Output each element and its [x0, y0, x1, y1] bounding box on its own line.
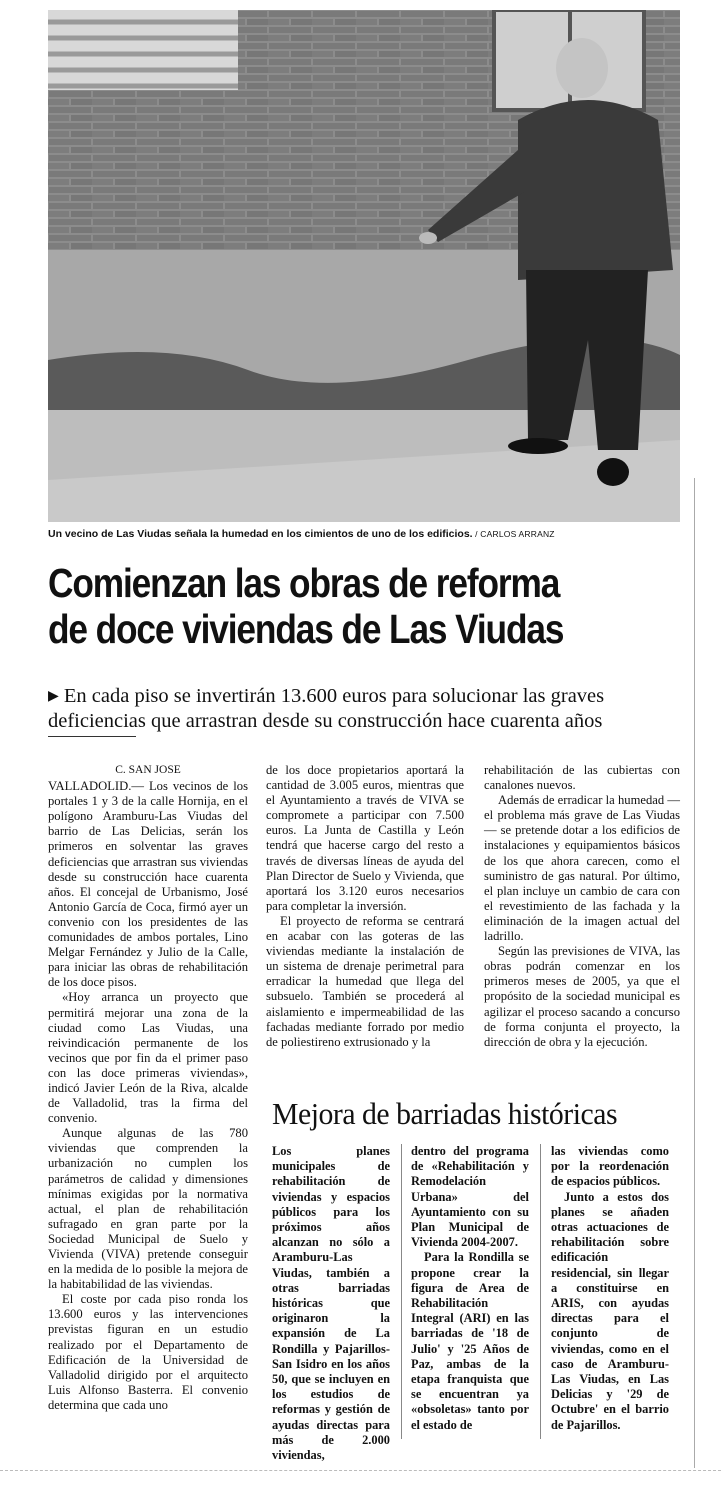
- article-paragraph: El proyecto de reforma se centrará en acabar con las goteras de las viviendas mediante la instalación de un sistema de drenaje perimetral para erradicar la humedad que llega del subsuelo. También se procederá al aislamiento e impermeabilidad de las fachadas mediante forrado por medio de poliestireno extrusionado y la: [266, 913, 464, 1049]
- photo-credit: / CARLOS ARRANZ: [472, 529, 555, 539]
- headline-line-1: Comienzan las obras de reforma: [48, 560, 560, 606]
- article-paragraph: Además de erradicar la humedad —el problema más grave de Las Viudas— se pretende dotar a los edificios de instalaciones y equipamientos básicos de los que ahora carecen, como el suministro de gas natural. Por último, el plan incluye un cambio de cara con el revestimiento de las fachada y la eliminación de la imagen actual del ladrillo.: [484, 793, 680, 944]
- page-bottom-edge: [0, 1470, 721, 1471]
- article-paragraph: Aunque algunas de las 780 viviendas que comprenden la urbanización no cumplen los parámetros de calidad y dimensiones mínimas exigidas por la normativa actual, el plan de rehabilitación sufragado en gran parte por la Sociedad Municipal de Suelo y Vivienda (VIVA) pretende conseguir en la medida de lo posible la mejora de la habitabilidad de las viviendas.: [48, 1126, 248, 1292]
- sidebar-paragraph: dentro del programa de «Rehabilitación y Remodelación Urbana» del Ayuntamiento con su Plan Municipal de Vivienda 2004-2007.: [411, 1144, 529, 1250]
- sidebar-paragraph: Para la Rondilla se propone crear la figura de Area de Rehabilitación Integral (ARI) en las barriadas de '18 de Julio' y '25 Años de Paz, ambas de la etapa franquista que se encuentran ya «obsoletas» tanto por el estado de: [411, 1250, 529, 1432]
- man-pointing-at-wall-photo: [48, 10, 680, 522]
- subheadline-text: En cada piso se invertirán 13.600 euros para solucionar las graves deficiencias que arrastran desde su construcción hace cuarenta años: [48, 685, 605, 732]
- sidebar-box-title: Mejora de barriadas históricas: [272, 1096, 618, 1131]
- article-paragraph: rehabilitación de las cubiertas con canalones nuevos.: [484, 763, 680, 793]
- news-photo: [48, 10, 680, 522]
- article-paragraph: El coste por cada piso ronda los 13.600 euros y las intervenciones previstas figuran en un estudio realizado por el Departamento de Edificación de la Universidad de Valladolid dirigido por el arquitecto Luis Alfonso Basterra. El convenio determina que cada uno: [48, 1292, 248, 1412]
- article-paragraph: «Hoy arranca un proyecto que permitirá mejorar una zona de la ciudad como Las Viudas, una reivindicación permanente de los vecinos que por fin da el primer paso con las doce primeras viviendas», indicó Javier León de la Riva, alcalde de Valladolid, tras la firma del convenio.: [48, 990, 248, 1126]
- article-paragraph: de los doce propietarios aportará la cantidad de 3.005 euros, mientras que el Ayuntamiento a través de VIVA se compromete a participar con 7.500 euros. La Junta de Castilla y León tendrá que hacerse cargo del resto a través de diversas líneas de ayuda del Plan Director de Suelo y Vivienda, que aportará los 3.120 euros necesarios para completar la inversión.: [266, 763, 464, 913]
- subheadline: [48, 684, 698, 733]
- column-divider: [540, 1144, 541, 1439]
- headline-line-2: de doce viviendas de Las Viudas: [48, 606, 564, 652]
- sidebar-paragraph: las viviendas como por la reordenación de espacios públicos.: [551, 1144, 669, 1189]
- sidebar-column-1: [272, 1144, 390, 1463]
- caption-text: Un vecino de Las Viudas señala la humedad en los cimientos de uno de los edificios.: [48, 528, 473, 540]
- column-divider: [401, 1144, 402, 1439]
- sidebar-paragraph: Los planes municipales de rehabilitación de viviendas y espacios públicos para los próximos años alcanzan no sólo a Aramburu-Las Viudas, también a otras barriadas históricas que originaron la expansión de La Rondilla y Pajarillos-San Isidro en los años 50, que se incluyen en los estudios de reformas y gestión de ayudas directas para más de 2.000 viviendas,: [272, 1144, 390, 1463]
- article-paragraph: VALLADOLID.— Los vecinos de los portales 1 y 3 de la calle Hornija, en el polígono Aramburu-Las Viudas del barrio de Las Delicias, serán los primeros en solventar las graves deficiencias que arrastran sus viviendas desde su construcción hace cuarenta años. El concejal de Urbanismo, José Antonio García de Coca, firmó ayer un convenio con los presidentes de las comunidades de ambos portales, Lino Melgar Fernández y Julio de la Calle, para iniciar las obras de rehabilitación de los doce pisos.: [48, 779, 248, 990]
- divider: [48, 736, 136, 737]
- page-edge-rule: [694, 478, 695, 1468]
- sidebar-column-3: [551, 1144, 669, 1433]
- photo-caption: [48, 528, 688, 540]
- sidebar-paragraph: Junto a estos dos planes se añaden otras actuaciones de rehabilitación sobre edificación residencial, sin llegar a constituirse en ARIS, con ayudas directas para el conjunto de viviendas, como en el caso de Aramburu-Las Viudas, en Las Delicias y '29 de Octubre' en el barrio de Pajarillos.: [551, 1189, 669, 1432]
- article-column-1: [48, 763, 248, 1413]
- article-column-3: [484, 763, 680, 1050]
- sidebar-column-2: [411, 1144, 529, 1433]
- triangle-bullet-icon: ▶: [48, 689, 59, 704]
- article-column-2: [266, 763, 464, 1050]
- article-paragraph: Según las previsiones de VIVA, las obras podrán comenzar en los primeros meses de 2005, ya que el propósito de la sociedad municipal es agilizar el proceso sacando a concurso de forma conjunta el proyecto, la dirección de obra y la ejecución.: [484, 944, 680, 1049]
- byline: C. SAN JOSE: [115, 764, 181, 776]
- headline: [48, 560, 598, 652]
